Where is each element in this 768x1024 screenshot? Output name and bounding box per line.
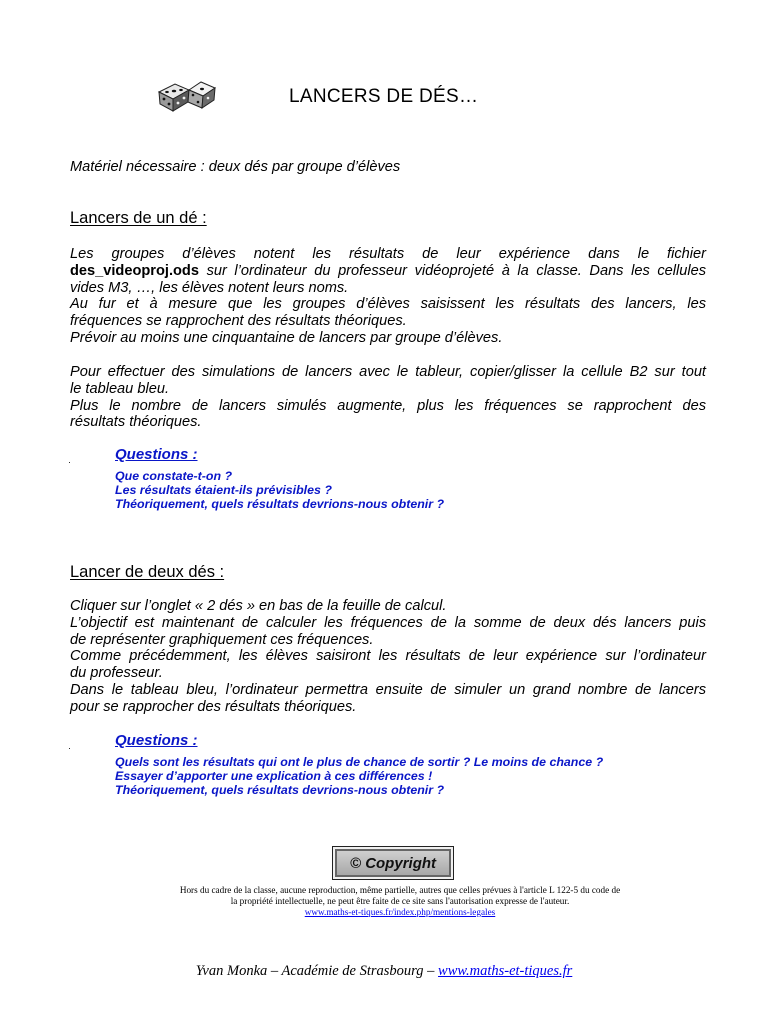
page-title: LANCERS DE DÉS… — [289, 86, 479, 107]
footer — [0, 963, 768, 980]
question-item: Théoriquement, quels résultats devrions-nous obtenir ? — [115, 497, 445, 511]
text-line: Cliquer sur l’onglet « 2 dés » en bas de la feuille de calcul. — [70, 598, 447, 614]
legal-link[interactable]: www.maths-et-tiques.fr/index.php/mentions-legales — [304, 906, 496, 917]
text-line: Comme précédemment, les élèves saisiront les résultats de leur expérience sur l’ordinateur — [70, 648, 706, 665]
dice-icon — [157, 78, 217, 112]
bullet-marker: · — [68, 457, 71, 467]
legal-notice — [140, 885, 660, 917]
footer-author: Yvan Monka – Académie de Strasbourg – — [195, 963, 439, 979]
questions-title-two-dice: Questions : — [115, 732, 198, 749]
text-line: fréquences se rapprochent des résultats théoriques. — [70, 313, 407, 330]
text-line: Dans le tableau bleu, l’ordinateur permettra ensuite de simuler un grand nombre de lancers — [70, 681, 706, 698]
text-line: des_videoproj.ods sur l’ordinateur du professeur vidéoprojeté à la classe. Dans les cellules — [70, 262, 707, 279]
text-line: vides M3, …, les élèves notent leurs noms. — [70, 279, 349, 296]
text-line: Les groupes d’élèves notent les résultats de leur expérience dans le fichier — [70, 246, 706, 262]
question-item: Que constate-t-on ? — [115, 469, 233, 483]
question-item: Essayer d’apporter une explication à ces différences ! — [115, 769, 433, 783]
section-heading-two-dice: Lancer de deux dés : — [70, 563, 225, 581]
text-line: L’objectif est maintenant de calculer les fréquences de la somme de deux dés lancers puis — [70, 614, 706, 631]
question-item: Les résultats étaient-ils prévisibles ? — [115, 483, 332, 497]
text-line: de représenter graphiquement ces fréquences. — [70, 631, 374, 648]
text-line: le tableau bleu. — [70, 380, 169, 397]
paragraph-one-die-intro — [70, 246, 706, 347]
text-line: résultats théoriques. — [70, 414, 202, 431]
copyright-badge — [332, 846, 454, 880]
text-line: Au fur et à mesure que les groupes d’élèves saisissent les résultats des lancers, les — [70, 296, 706, 313]
question-item: Théoriquement, quels résultats devrions-nous obtenir ? — [115, 783, 445, 797]
footer-link[interactable]: www.maths-et-tiques.fr — [438, 963, 573, 979]
file-name: des_videoproj.ods — [70, 262, 199, 279]
text-line: du professeur. — [70, 665, 163, 682]
copyright-label: © Copyright — [335, 849, 451, 877]
bullet-marker: · — [68, 743, 71, 753]
text-line: pour se rapprocher des résultats théoriques. — [70, 698, 357, 715]
paragraph-one-die-simulation — [70, 364, 706, 431]
paragraph-two-dice — [70, 598, 706, 716]
question-item: Quels sont les résultats qui ont le plus de chance de sortir ? Le moins de chance ? — [115, 755, 604, 769]
text-line: Pour effectuer des simulations de lancers avec le tableur, copier/glisser la cellule B2 sur tout — [70, 364, 706, 380]
legal-line: Hors du cadre de la classe, aucune reproduction, même partielle, autres que celles prévues à l'article L 122-5 du code de — [179, 885, 621, 895]
section-heading-one-die: Lancers de un dé : — [70, 209, 207, 227]
text-line: Plus le nombre de lancers simulés augmente, plus les fréquences se rapprochent des — [70, 397, 706, 414]
text-line: Prévoir au moins une cinquantaine de lancers par groupe d’élèves. — [70, 329, 503, 346]
questions-title-one-die: Questions : — [115, 446, 198, 463]
material-line: Matériel nécessaire : deux dés par groupe d’élèves — [70, 159, 401, 175]
legal-line: la propriété intellectuelle, ne peut être faite de ce site sans l'autorisation expresse de l'auteur. — [230, 895, 570, 906]
